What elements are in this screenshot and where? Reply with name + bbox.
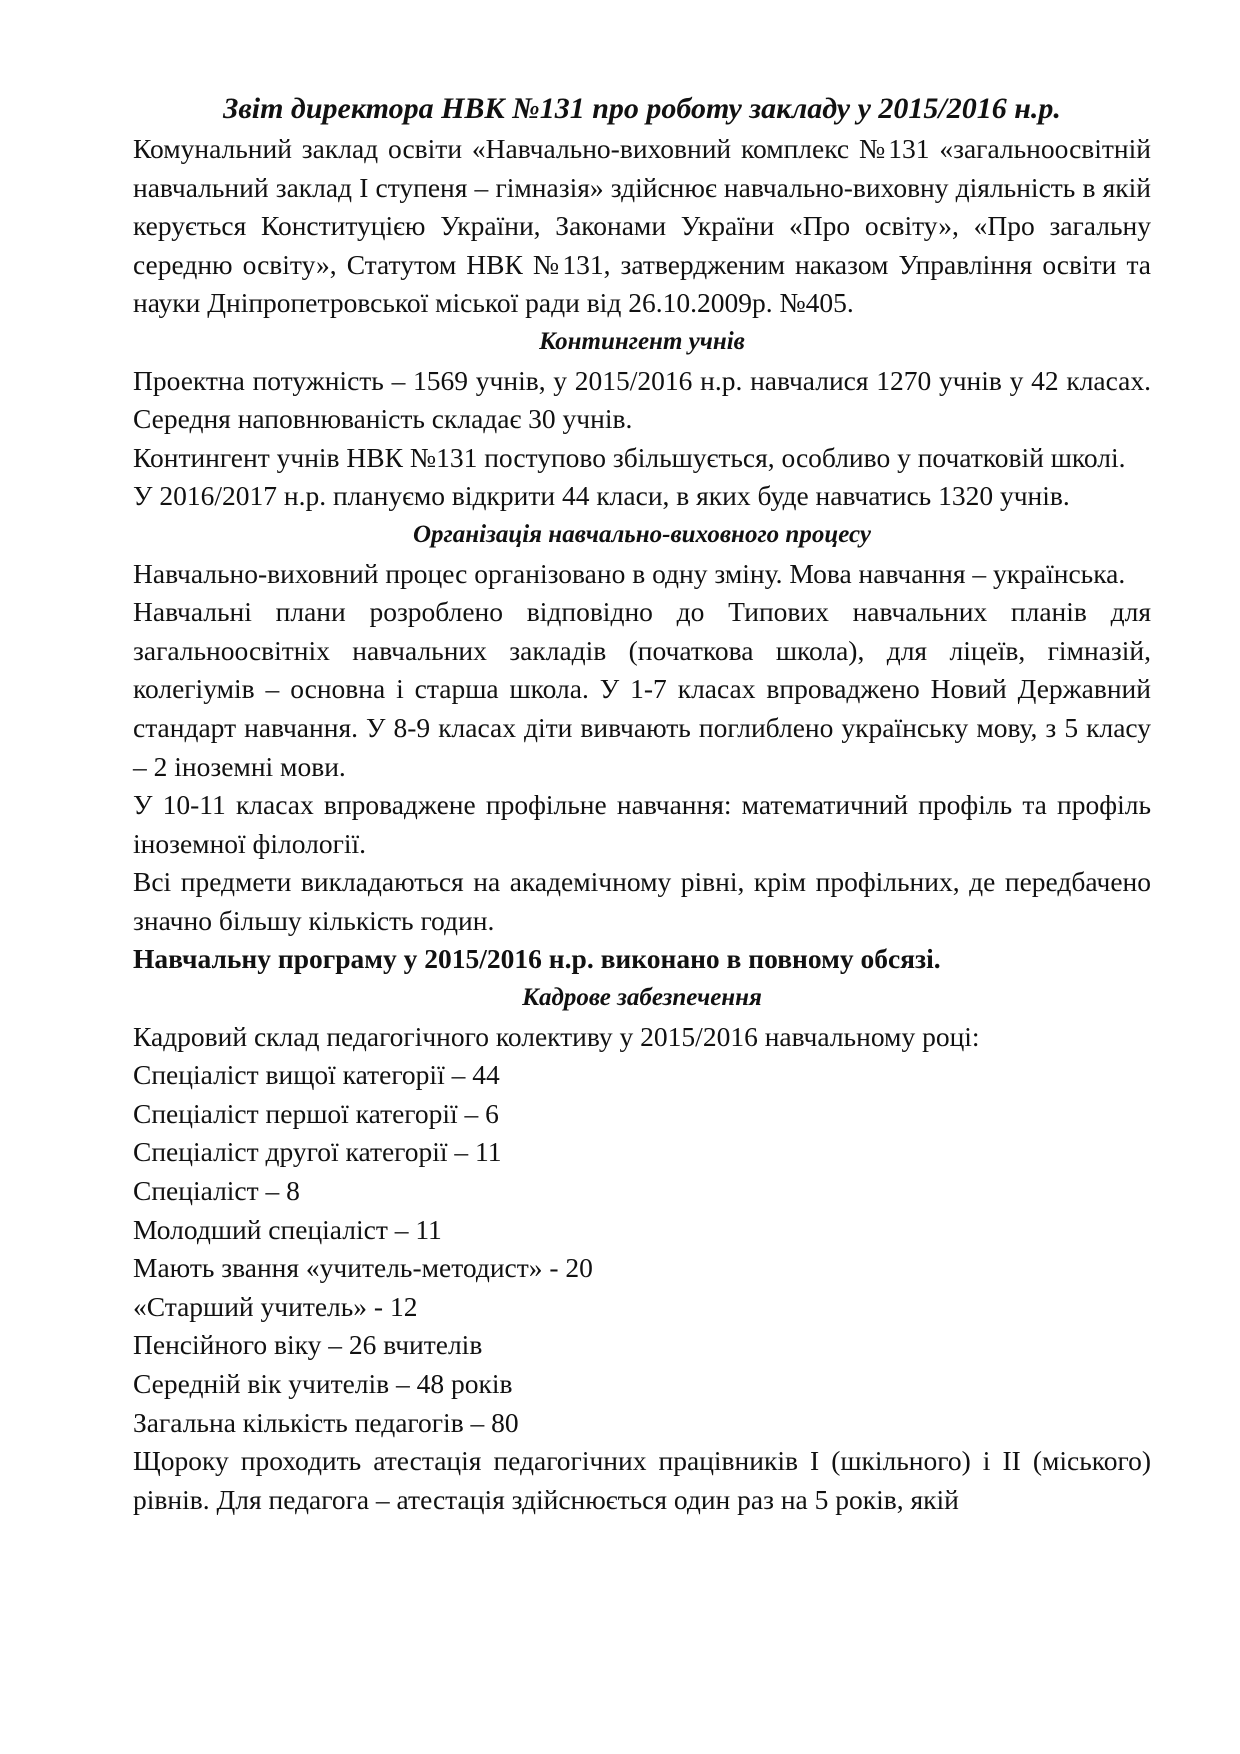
program-completed-statement: Навчальну програму у 2015/2016 н.р. виконано в повному обсязі. [133,943,941,975]
staff-list-item: Спеціаліст вищої категорії – 44 [133,1059,500,1091]
intro-paragraph: Комунальний заклад освіти «Навчально-виховний комплекс №131 «загальноосвітній навчальний заклад І ступеня – гімназія» здійснює навчально-виховну діяльність в якій керується Конституцією України, Законами України «Про освіту», «Про загальну середню освіту», Статутом НВК №131, затвердженим наказом Управління освіти та науки Дніпропетровської міської ради від 26.10.2009р. №405. [133,133,1151,319]
staff-list-item: Спеціаліст першої категорії – 6 [133,1097,499,1129]
document-body [133,88,1151,1519]
staff-list-item: Середній вік учителів – 48 років [133,1368,513,1399]
staff-list-item: Загальна кількість педагогів – 80 [133,1406,519,1438]
staff-list-item: Пенсійного віку – 26 вчителів [133,1329,483,1361]
attestation-paragraph: Щороку проходить атестація педагогічних працівників І (шкільного) і ІІ (міського) рівнів. Для педагога – атестація здійснюється один раз на 5 років, якій [133,1445,1151,1515]
staff-list-item: Мають звання «учитель-методист» - 20 [133,1252,593,1284]
staff-intro: Кадровий склад педагогічного колективу у 2015/2016 навчальному році: [133,1020,980,1052]
page-title: Звіт директора НВК №131 про роботу закладу у 2015/2016 н.р. [223,92,1061,125]
staff-list [133,1056,1151,1442]
process-paragraph-2: Навчальні плани розроблено відповідно до Типових навчальних планів для загальноосвітніх навчальних закладів (початкова школа), для ліцеїв, гімназій, колегіумів – основна і старша школа. У 1-7 класах впроваджено Новий Державний стандарт навчання. У 8-9 класах діти вивчають поглиблено українську мову, з 5 класу – 2 іноземні мови. [133,596,1151,782]
process-paragraph-3: У 10-11 класах впроваджене профільне навчання: математичний профіль та профіль іноземної філології. [133,789,1151,859]
students-paragraph-3: У 2016/2017 н.р. плануємо відкрити 44 класи, в яких буде навчатись 1320 учнів. [133,480,1070,512]
staff-list-item: Спеціаліст другої категорії – 11 [133,1136,502,1168]
staff-list-item: «Старший учитель» - 12 [133,1290,418,1322]
section-heading-staff: Кадрове забезпечення [522,984,762,1012]
staff-list-item: Спеціаліст – 8 [133,1175,300,1207]
students-paragraph-2: Контингент учнів НВК №131 поступово збільшується, особливо у початковій школі. [133,441,1126,473]
students-paragraph-1: Проектна потужність – 1569 учнів, у 2015/2016 н.р. навчалися 1270 учнів у 42 класах. Середня наповнюваність складає 30 учнів. [133,364,1151,435]
section-heading-students: Контингент учнів [539,327,745,355]
staff-list-item: Молодший спеціаліст – 11 [133,1213,442,1245]
process-paragraph-4: Всі предмети викладаються на академічному рівні, крім профільних, де передбачено значно більшу кількість годин. [133,866,1151,936]
section-heading-process: Організація навчально-виховного процесу [412,520,872,548]
process-paragraph-1: Навчально-виховний процес організовано в одну зміну. Мова навчання – українська. [133,557,1126,589]
